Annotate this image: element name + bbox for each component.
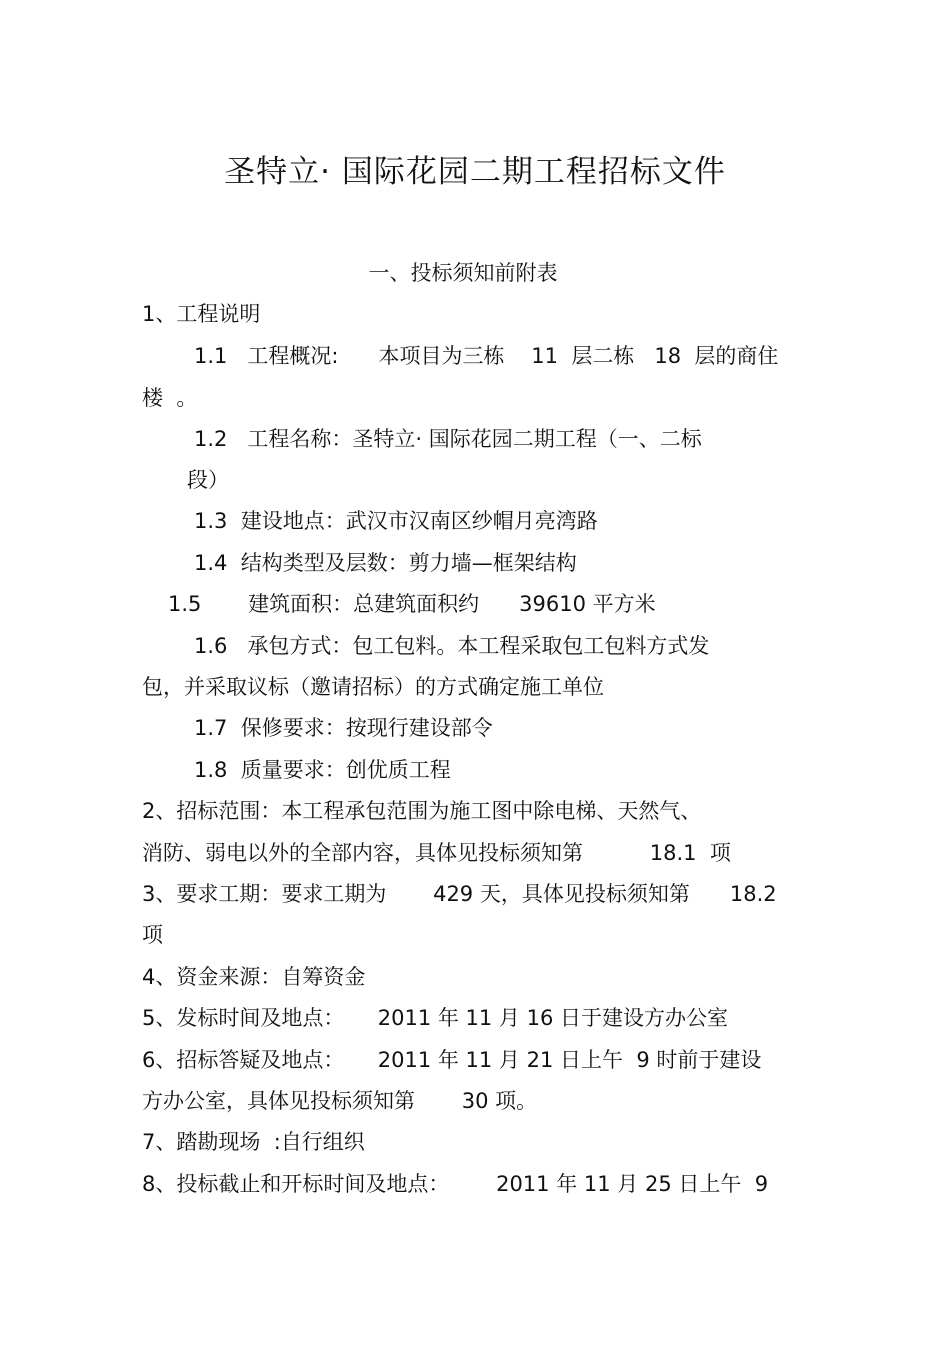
line-2-scope: 2、招标范围：本工程承包范围为施工图中除电梯、天然气、 [142,799,702,823]
line-1-project-description: 1、工程说明 [142,302,261,326]
line-6-qa-time-cont: 方办公室，具体见投标须知第 30 项。 [142,1089,538,1113]
line-5-issue-time: 5、发标时间及地点： 2011 年 11 月 16 日于建设方办公室 [142,1006,728,1030]
line-1-5-area: 1.5 建筑面积：总建筑面积约 39610 平方米 [168,592,656,616]
line-1-1-overview: 1.1 工程概况: 本项目为三栋 11 层二栋 18 层的商住 [194,344,779,368]
section-heading: 一、投标须知前附表 [368,261,558,285]
line-3-duration: 3、要求工期：要求工期为 429 天，具体见投标须知第 18.2 [142,882,777,906]
line-7-site-visit: 7、踏勘现场 :自行组织 [142,1130,365,1154]
line-1-1-overview-cont: 楼 。 [142,386,198,410]
line-6-qa-time: 6、招标答疑及地点： 2011 年 11 月 21 日上午 9 时前于建设 [142,1048,762,1072]
document-title: 圣特立· 国际花园二期工程招标文件 [224,154,726,190]
line-1-6-contract-mode-cont: 包，并采取议标（邀请招标）的方式确定施工单位 [142,675,604,699]
line-1-2-project-name-cont: 段） [187,468,229,492]
line-2-scope-cont: 消防、弱电以外的全部内容，具体见投标须知第 18.1 项 [142,841,731,865]
line-4-funding: 4、资金来源：自筹资金 [142,965,366,989]
line-1-7-warranty: 1.7 保修要求：按现行建设部令 [194,716,493,740]
line-1-8-quality: 1.8 质量要求：创优质工程 [194,758,451,782]
line-1-3-location: 1.3 建设地点：武汉市汉南区纱帽月亮湾路 [194,509,598,533]
line-1-2-project-name: 1.2 工程名称：圣特立· 国际花园二期工程（一、二标 [194,427,702,451]
line-1-4-structure: 1.4 结构类型及层数：剪力墙—框架结构 [194,551,577,575]
line-8-deadline: 8、投标截止和开标时间及地点： 2011 年 11 月 25 日上午 9 [142,1172,769,1196]
line-1-6-contract-mode: 1.6 承包方式：包工包料。本工程采取包工包料方式发 [194,634,710,658]
line-3-duration-cont: 项 [142,923,163,947]
